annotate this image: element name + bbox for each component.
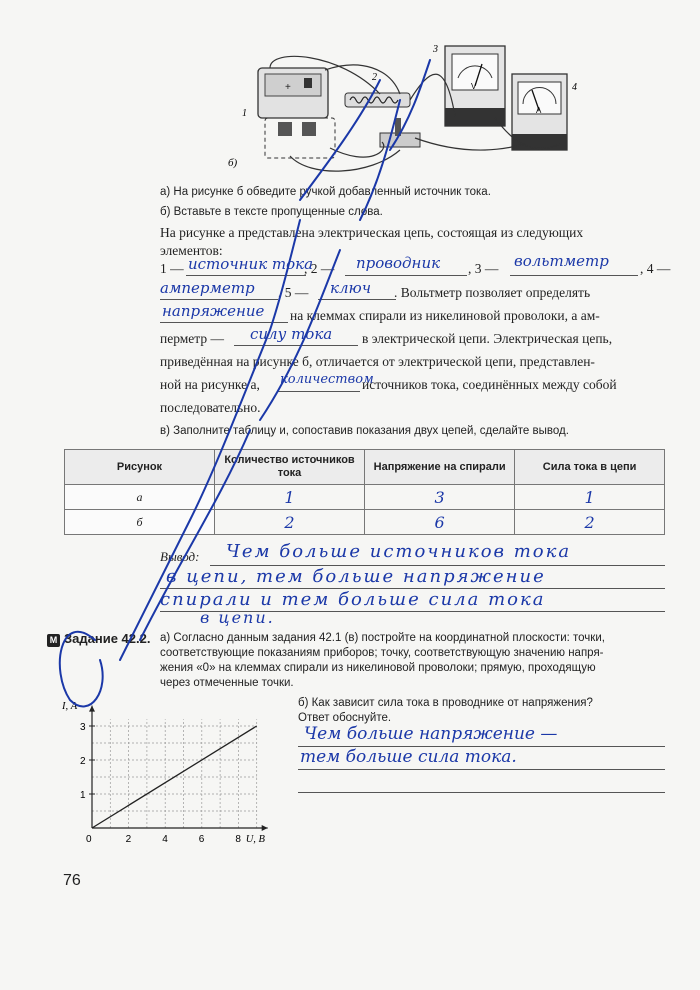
figure-label-1: 1	[242, 108, 247, 119]
instruction-a: а) На рисунке б обведите ручкой добавленный источник тока.	[160, 186, 491, 198]
y-tick-label: 1	[80, 790, 86, 801]
x-tick-label: 0	[86, 834, 92, 845]
circuit-figure	[230, 38, 610, 180]
cell-voltage[interactable]: 3	[365, 485, 515, 510]
question-b-line-1: б) Как зависит сила тока в проводнике от напряжения?	[298, 697, 593, 709]
svg-text:+: +	[285, 82, 291, 93]
y-axis-label: I, А	[62, 701, 78, 712]
cell-current[interactable]: 1	[515, 485, 665, 510]
conclusion-line-4: в цепи.	[200, 608, 275, 627]
battery-top	[258, 68, 328, 118]
task-badge: М	[47, 634, 60, 647]
spiral-resistor	[345, 93, 410, 107]
cell-sources[interactable]: 1	[214, 485, 364, 510]
cell-sources[interactable]: 2	[214, 510, 364, 535]
figure-label-4: 4	[572, 82, 577, 93]
x-tick-label: 4	[162, 834, 168, 845]
cell-voltage[interactable]: 6	[365, 510, 515, 535]
task-text-3: жения «0» на клеммах спирали из никелиновой проволоки; прямую, проходящую	[160, 662, 596, 674]
voltmeter-mark: V	[471, 82, 477, 91]
ammeter-mark: A	[536, 106, 542, 115]
task-text-4: через отмеченные точки.	[160, 677, 294, 689]
question-b-answer-2: тем больше сила тока.	[300, 747, 517, 767]
th-sources: Количество источников тока	[214, 450, 364, 485]
results-table	[64, 449, 665, 535]
voltmeter-device	[445, 46, 505, 126]
table-row	[65, 485, 665, 510]
cell-current[interactable]: 2	[515, 510, 665, 535]
current-voltage-chart	[60, 700, 280, 860]
text-s7: последовательно.	[160, 400, 261, 415]
question-b-line-2: Ответ обоснуйте.	[298, 712, 392, 724]
page-number: 76	[63, 872, 81, 889]
answer-5: ключ	[330, 279, 372, 297]
conclusion-line-1: Чем больше источников тока	[226, 541, 572, 562]
conclusion-label: Вывод:	[160, 549, 200, 564]
text-s6b: источников тока, соединённых между собой	[362, 377, 617, 392]
text-s3: перметр —	[160, 331, 224, 346]
task-text-2: соответствующие показаниям приборов; точку, соответствующую значению напря-	[160, 647, 604, 659]
th-figure: Рисунок	[65, 450, 215, 485]
cell-fig: б	[65, 510, 215, 535]
conclusion-line-3: спирали и тем больше сила тока	[160, 589, 546, 610]
task-text-1: а) Согласно данным задания 42.1 (в) постройте на координатной плоскости: точки,	[160, 632, 605, 644]
text-line-1: На рисунке а представлена электрическая цепь, состоящая из следующих	[160, 225, 584, 240]
text-n5: , 5 —	[278, 285, 309, 300]
question-b-answer-1: Чем больше напряжение —	[304, 724, 558, 744]
text-s1: . Вольтметр позволяет определять	[394, 285, 591, 300]
switch-key	[380, 118, 420, 147]
x-tick-label: 2	[125, 834, 132, 845]
y-tick-label: 2	[80, 756, 86, 767]
answer-8: количеством	[280, 372, 374, 387]
cell-fig: а	[65, 485, 215, 510]
table-header-row	[65, 450, 665, 485]
th-current: Сила тока в цепи	[515, 450, 665, 485]
text-s5: приведённая на рисунке б, отличается от электрической цепи, представлен-	[160, 354, 595, 369]
th-voltage: Напряжение на спирали	[365, 450, 515, 485]
answer-6: напряжение	[162, 302, 265, 320]
y-tick-label: 3	[80, 722, 86, 733]
text-line-2: элементов:	[160, 243, 223, 258]
figure-label-2: 2	[372, 72, 377, 83]
instruction-b: б) Вставьте в тексте пропущенные слова.	[160, 206, 383, 218]
answer-3: вольтметр	[514, 252, 609, 270]
y-axis-arrow	[89, 706, 95, 712]
x-axis-label: U, В	[245, 834, 265, 845]
answer-4: амперметр	[160, 279, 255, 297]
instruction-c: в) Заполните таблицу и, сопоставив показания двух цепей, сделайте вывод.	[160, 425, 569, 437]
text-n2: , 2 —	[304, 261, 335, 276]
text-s4: в электрической цепи. Электрическая цепь,	[362, 331, 613, 346]
table-row	[65, 510, 665, 535]
x-tick-label: 8	[235, 834, 241, 845]
ammeter-device	[512, 74, 567, 150]
answer-1: источник тока	[188, 255, 314, 273]
answer-7: силу тока	[250, 325, 333, 343]
text-n1: 1 —	[160, 261, 184, 276]
task-title: Задание 42.2.	[64, 631, 151, 646]
text-n4: , 4 —	[640, 261, 671, 276]
figure-label-3: 3	[433, 44, 438, 55]
x-tick-label: 6	[198, 834, 205, 845]
figure-caption: б)	[228, 157, 238, 169]
conclusion-line-2: в цепи, тем больше напряжение	[166, 566, 546, 587]
text-s6a: ной на рисунке а,	[160, 377, 260, 392]
battery-added	[265, 118, 335, 158]
text-n3: , 3 —	[468, 261, 499, 276]
answer-2: проводник	[356, 254, 441, 272]
text-s2: на клеммах спирали из никелиновой проволоки, а ам-	[290, 308, 600, 323]
x-axis-arrow	[262, 825, 268, 831]
